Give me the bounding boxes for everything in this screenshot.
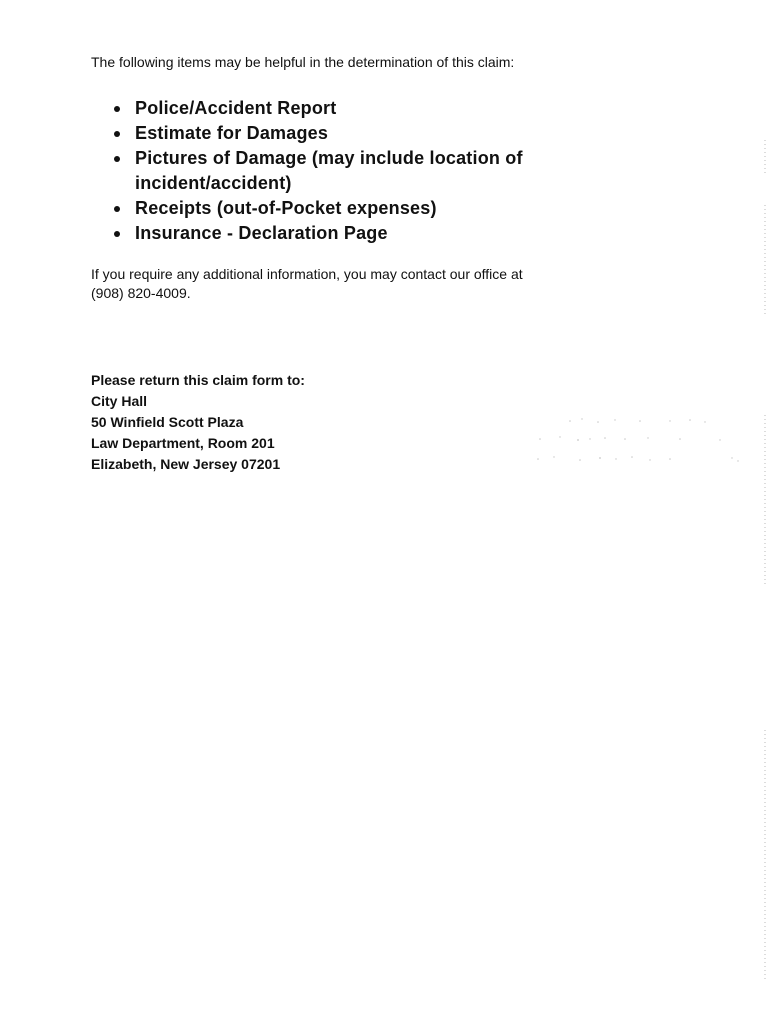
scan-edge-artifact	[762, 140, 768, 980]
bullet-icon	[114, 231, 120, 237]
list-item-label: Insurance - Declaration Page	[135, 223, 388, 243]
address-line: City Hall	[91, 393, 148, 409]
list-item-label: Pictures of Damage (may include location of incident/accident)	[135, 148, 523, 193]
contact-phone: (908) 820-4009.	[91, 285, 191, 301]
scan-noise	[520, 415, 750, 475]
intro-text: The following items may be helpful in the determination of this claim:	[91, 54, 515, 70]
list-item-label: Estimate for Damages	[135, 123, 329, 143]
return-address-heading: Please return this claim form to:	[91, 372, 305, 388]
bullet-icon	[114, 106, 120, 112]
list-item	[112, 196, 592, 221]
address-line: 50 Winfield Scott Plaza	[91, 414, 244, 430]
bullet-icon	[114, 131, 120, 137]
list-item-label: Receipts (out-of-Pocket expenses)	[135, 198, 437, 218]
return-address-block	[91, 370, 305, 475]
list-item	[112, 96, 592, 121]
list-item	[112, 121, 592, 146]
helpful-items-list	[112, 96, 592, 246]
contact-line: If you require any additional information, you may contact our office at	[91, 266, 523, 282]
address-line: Law Department, Room 201	[91, 435, 275, 451]
list-item	[112, 221, 592, 246]
address-line: Elizabeth, New Jersey 07201	[91, 456, 281, 472]
contact-info	[91, 265, 651, 303]
bullet-icon	[114, 156, 120, 162]
list-item-label: Police/Accident Report	[135, 98, 337, 118]
bullet-icon	[114, 206, 120, 212]
list-item	[112, 146, 592, 196]
